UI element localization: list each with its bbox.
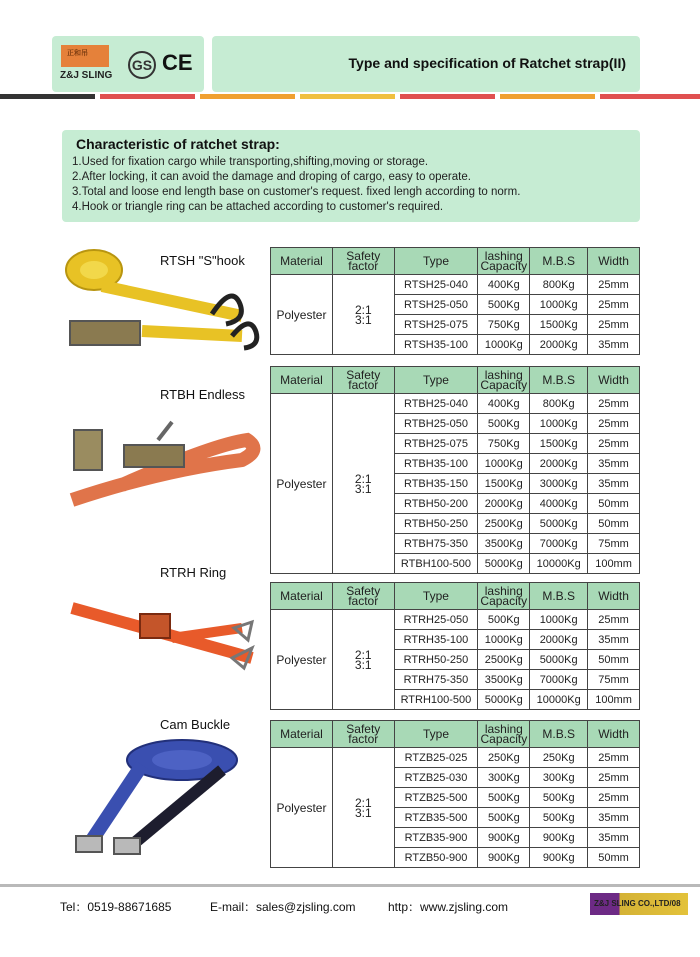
logo-chinese: 正和吊: [67, 50, 88, 57]
lashing-cell: 400Kg: [478, 275, 530, 295]
type-cell: RTZB35-500: [394, 808, 478, 828]
rtsh-strap-image: [62, 246, 262, 354]
header-lashing-capacity: [478, 583, 530, 610]
header-safety-factor: [332, 367, 394, 394]
safety-factor-cell: [332, 394, 394, 574]
lashing-cell: 1000Kg: [478, 335, 530, 355]
header-mbs: M.B.S: [530, 721, 588, 748]
type-cell: RTSH25-050: [394, 295, 478, 315]
header-safety-line1: Safety: [346, 368, 381, 382]
mbs-cell: 10000Kg: [530, 690, 588, 710]
header-stripe: [500, 94, 595, 99]
type-cell: RTBH50-200: [394, 494, 478, 514]
safety-factor-line2: 3:1: [354, 805, 372, 820]
table-row: [271, 610, 640, 630]
lashing-cell: 1500Kg: [478, 474, 530, 494]
safety-factor-line2: 3:1: [354, 657, 372, 672]
width-cell: 25mm: [588, 414, 640, 434]
width-cell: 35mm: [588, 808, 640, 828]
lashing-cell: 500Kg: [478, 610, 530, 630]
footer-website: http：www.zjsling.com: [388, 900, 509, 914]
header-safety-line2: factor: [348, 259, 379, 273]
spec-table-rtbh: [270, 366, 640, 574]
header-safety-line2: factor: [348, 378, 379, 392]
width-cell: 35mm: [588, 630, 640, 650]
material-cell: Polyester: [271, 275, 333, 355]
page-title: Type and specification of Ratchet strap(II): [348, 55, 626, 71]
mbs-cell: 1000Kg: [530, 295, 588, 315]
width-cell: 25mm: [588, 610, 640, 630]
footer-email: E-mail：sales@zjsling.com: [210, 900, 356, 914]
product-label-rtsh: RTSH "S"hook: [160, 253, 245, 268]
header-type: Type: [394, 721, 478, 748]
header-type: Type: [394, 248, 478, 275]
header-material: Material: [271, 248, 333, 275]
logo-text: Z&J SLING: [60, 70, 113, 81]
type-cell: RTSH35-100: [394, 335, 478, 355]
header-stripe: [400, 94, 495, 99]
safety-factor-line1: 2:1: [354, 302, 372, 317]
safety-factor-cell: [332, 610, 394, 710]
lashing-cell: 900Kg: [478, 848, 530, 868]
safety-factor-line2: 3:1: [354, 481, 372, 496]
type-cell: RTZB50-900: [394, 848, 478, 868]
mbs-cell: 4000Kg: [530, 494, 588, 514]
mbs-cell: 800Kg: [530, 275, 588, 295]
width-cell: 75mm: [588, 534, 640, 554]
product-label-cam-buckle: Cam Buckle: [160, 717, 231, 732]
footer-divider: [0, 884, 700, 887]
header-mbs: M.B.S: [530, 583, 588, 610]
characteristic-line: 4.Hook or triangle ring can be attached according to customer's required.: [72, 201, 444, 213]
lashing-cell: 5000Kg: [478, 554, 530, 574]
type-cell: RTZB25-025: [394, 748, 478, 768]
header-safety-line1: Safety: [346, 584, 381, 598]
mbs-cell: 300Kg: [530, 768, 588, 788]
rtrh-strap-image: [62, 588, 262, 678]
lashing-cell: 500Kg: [478, 808, 530, 828]
footer-badge-text: Z&J SLING CO.,LTD/08: [594, 899, 681, 908]
lashing-cell: 3500Kg: [478, 534, 530, 554]
safety-factor-cell: [332, 275, 394, 355]
header-lashing-line2: Capacity: [480, 594, 528, 608]
width-cell: 35mm: [588, 828, 640, 848]
header-safety-factor: [332, 721, 394, 748]
width-cell: 25mm: [588, 768, 640, 788]
lashing-cell: 250Kg: [478, 748, 530, 768]
width-cell: 100mm: [588, 690, 640, 710]
mbs-cell: 500Kg: [530, 808, 588, 828]
header-safety-line1: Safety: [346, 722, 381, 736]
type-cell: RTBH50-250: [394, 514, 478, 534]
safety-factor-line2: 3:1: [354, 312, 372, 327]
characteristics-panel: [62, 130, 640, 222]
header-stripe: [200, 94, 295, 99]
header-width: Width: [588, 248, 640, 275]
header-width: Width: [588, 721, 640, 748]
gs-certification-icon: GS: [128, 51, 156, 79]
type-cell: RTZB35-900: [394, 828, 478, 848]
header-stripe: [300, 94, 395, 99]
width-cell: 35mm: [588, 454, 640, 474]
mbs-cell: 1500Kg: [530, 315, 588, 335]
lashing-cell: 300Kg: [478, 768, 530, 788]
logo-panel: [52, 36, 204, 92]
width-cell: 25mm: [588, 315, 640, 335]
header-width: Width: [588, 583, 640, 610]
mbs-cell: 2000Kg: [530, 630, 588, 650]
material-cell: Polyester: [271, 610, 333, 710]
type-cell: RTBH100-500: [394, 554, 478, 574]
lashing-cell: 5000Kg: [478, 690, 530, 710]
width-cell: 25mm: [588, 434, 640, 454]
header-safety-factor: [332, 583, 394, 610]
lashing-cell: 500Kg: [478, 295, 530, 315]
safety-factor-cell: [332, 748, 394, 868]
header-type: Type: [394, 367, 478, 394]
type-cell: RTZB25-500: [394, 788, 478, 808]
header-material: Material: [271, 721, 333, 748]
type-cell: RTRH100-500: [394, 690, 478, 710]
type-cell: RTBH35-100: [394, 454, 478, 474]
title-panel: [212, 36, 640, 92]
header-lashing-line1: lashing: [484, 249, 523, 263]
type-cell: RTSH25-075: [394, 315, 478, 335]
header-material: Material: [271, 583, 333, 610]
characteristics-title: Characteristic of ratchet strap:: [76, 136, 280, 152]
type-cell: RTRH75-350: [394, 670, 478, 690]
width-cell: 25mm: [588, 788, 640, 808]
material-cell: Polyester: [271, 748, 333, 868]
mbs-cell: 5000Kg: [530, 514, 588, 534]
mbs-cell: 1000Kg: [530, 414, 588, 434]
mbs-cell: 7000Kg: [530, 670, 588, 690]
characteristic-line: 1.Used for fixation cargo while transporting,shifting,moving or storage.: [72, 156, 429, 168]
width-cell: 25mm: [588, 394, 640, 414]
header-lashing-line1: lashing: [484, 368, 523, 382]
type-cell: RTBH25-075: [394, 434, 478, 454]
type-cell: RTZB25-030: [394, 768, 478, 788]
type-cell: RTSH25-040: [394, 275, 478, 295]
header-mbs: M.B.S: [530, 248, 588, 275]
table-row: [271, 275, 640, 295]
spec-table-cam-buckle: [270, 720, 640, 868]
mbs-cell: 10000Kg: [530, 554, 588, 574]
mbs-cell: 900Kg: [530, 848, 588, 868]
width-cell: 75mm: [588, 670, 640, 690]
ce-certification-icon: CE: [162, 50, 193, 75]
header-material: Material: [271, 367, 333, 394]
type-cell: RTBH25-040: [394, 394, 478, 414]
spec-table-rtsh: [270, 247, 640, 355]
type-cell: RTBH25-050: [394, 414, 478, 434]
width-cell: 25mm: [588, 295, 640, 315]
mbs-cell: 5000Kg: [530, 650, 588, 670]
header-lashing-line2: Capacity: [480, 732, 528, 746]
mbs-cell: 800Kg: [530, 394, 588, 414]
material-cell: Polyester: [271, 394, 333, 574]
type-cell: RTRH50-250: [394, 650, 478, 670]
header-lashing-line2: Capacity: [480, 259, 528, 273]
lashing-cell: 2000Kg: [478, 494, 530, 514]
type-cell: RTRH25-050: [394, 610, 478, 630]
header-lashing-capacity: [478, 248, 530, 275]
lashing-cell: 400Kg: [478, 394, 530, 414]
mbs-cell: 900Kg: [530, 828, 588, 848]
lashing-cell: 2500Kg: [478, 514, 530, 534]
product-label-rtbh: RTBH Endless: [160, 387, 246, 402]
mbs-cell: 7000Kg: [530, 534, 588, 554]
width-cell: 25mm: [588, 275, 640, 295]
mbs-cell: 2000Kg: [530, 335, 588, 355]
safety-factor-line1: 2:1: [354, 795, 372, 810]
footer-phone: Tel：0519-88671685: [60, 900, 172, 914]
safety-factor-line1: 2:1: [354, 647, 372, 662]
header-safety-line2: factor: [348, 594, 379, 608]
zj-logo-mark: [61, 45, 109, 67]
lashing-cell: 1000Kg: [478, 630, 530, 650]
lashing-cell: 1000Kg: [478, 454, 530, 474]
table-row: [271, 748, 640, 768]
header-safety-line2: factor: [348, 732, 379, 746]
characteristic-line: 3.Total and loose end length base on customer's request. fixed lengh according to norm.: [72, 186, 521, 198]
safety-factor-line1: 2:1: [354, 471, 372, 486]
width-cell: 50mm: [588, 650, 640, 670]
lashing-cell: 500Kg: [478, 788, 530, 808]
header-safety-line1: Safety: [346, 249, 381, 263]
type-cell: RTBH75-350: [394, 534, 478, 554]
width-cell: 25mm: [588, 748, 640, 768]
lashing-cell: 500Kg: [478, 414, 530, 434]
lashing-cell: 750Kg: [478, 315, 530, 335]
mbs-cell: 500Kg: [530, 788, 588, 808]
lashing-cell: 2500Kg: [478, 650, 530, 670]
product-label-rtrh: RTRH Ring: [160, 565, 227, 580]
width-cell: 100mm: [588, 554, 640, 574]
lashing-cell: 3500Kg: [478, 670, 530, 690]
width-cell: 35mm: [588, 474, 640, 494]
lashing-cell: 900Kg: [478, 828, 530, 848]
mbs-cell: 250Kg: [530, 748, 588, 768]
footer-badge: [590, 893, 688, 915]
header-safety-factor: [332, 248, 394, 275]
header-stripe: [0, 94, 95, 99]
rtbh-strap-image: [62, 410, 262, 526]
header-width: Width: [588, 367, 640, 394]
type-cell: RTBH35-150: [394, 474, 478, 494]
lashing-cell: 750Kg: [478, 434, 530, 454]
type-cell: RTRH35-100: [394, 630, 478, 650]
header-lashing-capacity: [478, 367, 530, 394]
mbs-cell: 2000Kg: [530, 454, 588, 474]
header-lashing-line1: lashing: [484, 722, 523, 736]
characteristic-line: 2.After locking, it can avoid the damage and droping of cargo, easy to operate.: [72, 171, 471, 183]
header-lashing-line2: Capacity: [480, 378, 528, 392]
mbs-cell: 1500Kg: [530, 434, 588, 454]
header-mbs: M.B.S: [530, 367, 588, 394]
page-header: [0, 0, 700, 90]
width-cell: 50mm: [588, 848, 640, 868]
table-row: [271, 394, 640, 414]
cam-buckle-strap-image: [62, 730, 262, 860]
header-stripe: [600, 94, 700, 99]
header-lashing-capacity: [478, 721, 530, 748]
mbs-cell: 3000Kg: [530, 474, 588, 494]
width-cell: 35mm: [588, 335, 640, 355]
width-cell: 50mm: [588, 514, 640, 534]
header-stripe: [100, 94, 195, 99]
header-lashing-line1: lashing: [484, 584, 523, 598]
header-type: Type: [394, 583, 478, 610]
mbs-cell: 1000Kg: [530, 610, 588, 630]
width-cell: 50mm: [588, 494, 640, 514]
spec-table-rtrh: [270, 582, 640, 710]
